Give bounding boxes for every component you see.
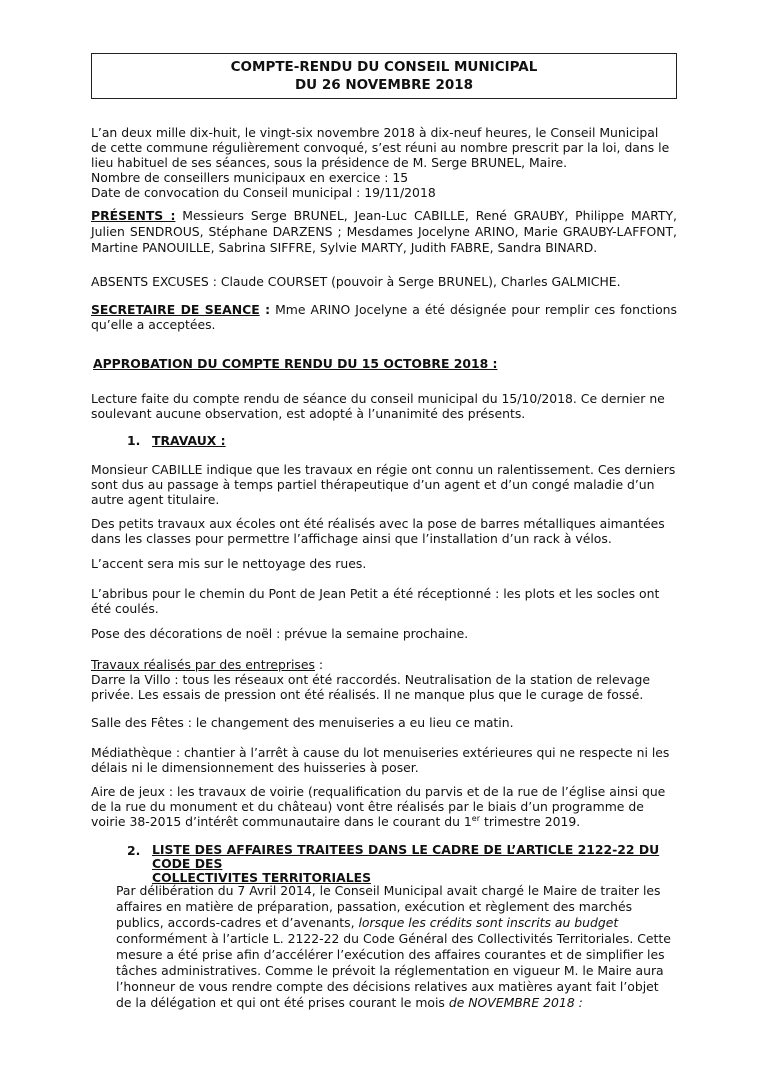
secretaire-colon: : <box>259 302 271 317</box>
approbation-text: Lecture faite du compte rendu de séance du conseil municipal du 15/10/2018. Ce dernier ne soulevant aucune observation, est adopté à l’unanimité des présents. <box>91 391 665 421</box>
approbation-heading: APPROBATION DU COMPTE RENDU DU 15 OCTOBRE 2018 : <box>93 356 498 371</box>
affaires-text-italic-1: lorsque les crédits sont inscrits au budget <box>358 915 619 930</box>
affaires-text-a: Par délibération du 7 Avril 2014, le Conseil Municipal avait chargé le Maire de traiter les affaires en matière de préparation, passation, exécution et règlement des marchés publics, accords-cadres et d’avenants, <box>116 883 661 930</box>
intro-paragraph: L’an deux mille dix-huit, le vingt-six novembre 2018 à dix-neuf heures, le Conseil Municipal de cette commune régulièrement convoqué, s’est réuni au nombre prescrit par la loi, dans le lieu habituel de ses séances, sous la présidence de M. Serge BRUNEL, Maire. <box>91 125 670 170</box>
absents-text: ABSENTS EXCUSES : Claude COURSET (pouvoir à Serge BRUNEL), Charles GALMICHE. <box>91 274 621 289</box>
villo-text: Darre la Villo : tous les réseaux ont été raccordés. Neutralisation de la station de relevage privée. Les essais de pression ont été réalisés. Il ne manque plus que le curage de fossé. <box>91 672 651 702</box>
entreprises-colon: : <box>314 657 324 672</box>
title-line-1: COMPTE-RENDU DU CONSEIL MUNICIPAL <box>230 59 538 75</box>
conseillers-count: Nombre de conseillers municipaux en exercice : 15 <box>91 170 409 185</box>
travaux-heading: TRAVAUX : <box>152 433 226 448</box>
affaires-heading-line-2: COLLECTIVITES TERRITORIALES <box>152 870 372 885</box>
travaux-number: 1. <box>127 433 141 448</box>
jeux-superscript: er <box>471 813 481 823</box>
secretaire-text: Mme ARINO Jocelyne a été désignée pour remplir ces fonctions qu’elle a acceptées. <box>91 302 677 332</box>
presents-text: Messieurs Serge BRUNEL, Jean-Luc CABILLE, René GRAUBY, Philippe MARTY, Julien SENDROUS, Stéphane DARZENS ; Mesdames Jocelyne ARINO, Marie GRAUBY-LAFFONT, Martine PANOUILLE, Sabrina SIFFRE, Sylvie MARTY, Judith FABRE, Sandra BINARD. <box>91 208 677 255</box>
convocation-date: Date de convocation du Conseil municipal : 19/11/2018 <box>91 185 436 200</box>
travaux-p4: L’abribus pour le chemin du Pont de Jean Petit a été réceptionné : les plots et les socles ont été coulés. <box>91 586 660 616</box>
entreprises-block <box>91 657 681 702</box>
intro-block <box>91 125 677 200</box>
affaires-text-b: conformément à l’article L. 2122-22 du Code Général des Collectivités Territoriales. Cette mesure a été prise afin d’accélérer l’exécution des affaires courantes et de simplifier les tâches administratives. Comme le prévoit la réglementation en vigueur M. le Maire aura l’honneur de vous rendre compte des décisions relatives aux matières ayant fait l’objet de la délégation et qui ont été prises courant le mois <box>116 931 671 1010</box>
salle-text: Salle des Fêtes : le changement des menuiseries a eu lieu ce matin. <box>91 715 514 730</box>
travaux-p3: L’accent sera mis sur le nettoyage des rues. <box>91 556 367 571</box>
secretaire-block <box>91 302 677 332</box>
affaires-text-block <box>116 883 676 1011</box>
mediatheque-text: Médiathèque : chantier à l’arrêt à cause du lot menuiseries extérieures qui ne respecte ni les délais ni le dimensionnement des huisseries à poser. <box>91 745 670 775</box>
secretaire-label: SECRETAIRE DE SEANCE <box>91 302 260 317</box>
absents-block <box>91 274 681 289</box>
affaires-text-italic-2: de NOVEMBRE 2018 : <box>448 995 583 1010</box>
presents-block <box>91 208 677 256</box>
affaires-heading-line-1: LISTE DES AFFAIRES TRAITEES DANS LE CADRE DE L’ARTICLE 2122-22 DU CODE DES <box>152 842 660 871</box>
jeux-block <box>91 784 681 829</box>
jeux-text: Aire de jeux : les travaux de voirie (requalification du parvis et de la rue de l’église ainsi que de la rue du monument et du château) vont être réalisés par le biais d’un programme de voirie 38-2015 d’intérêt communautaire dans le courant du 1 <box>91 784 666 829</box>
travaux-p1: Monsieur CABILLE indique que les travaux en régie ont connu un ralentissement. Ces derniers sont dus au passage à temps partiel thérapeutique d’un agent et d’un congé maladie d’un autre agent titulaire. <box>91 462 676 507</box>
travaux-p5: Pose des décorations de noël : prévue la semaine prochaine. <box>91 626 469 641</box>
travaux-p2: Des petits travaux aux écoles ont été réalisés avec la pose de barres métalliques aimantées dans les classes pour permettre l’affichage ainsi que l’installation d’un rack à vélos. <box>91 516 665 546</box>
entreprises-label: Travaux réalisés par des entreprises <box>91 657 315 672</box>
presents-label: PRÉSENTS : <box>91 208 176 223</box>
jeux-text-end: trimestre 2019. <box>480 814 581 829</box>
affaires-number: 2. <box>127 843 141 858</box>
affaires-heading <box>152 843 672 885</box>
title-box <box>91 53 677 99</box>
title-line-2: DU 26 NOVEMBRE 2018 <box>294 77 474 93</box>
